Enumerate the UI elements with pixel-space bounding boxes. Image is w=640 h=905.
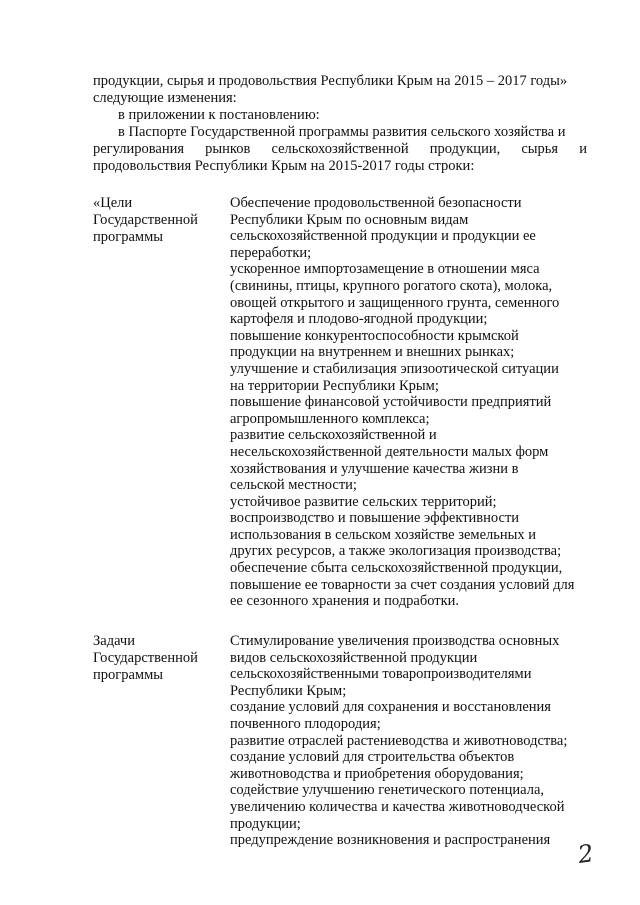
- goals-line: устойчивое развитие сельских территорий;: [230, 493, 497, 510]
- page-number: 2: [576, 839, 596, 869]
- tasks-label-line: программы: [93, 667, 163, 683]
- goals-line: овощей открытого и защищенного грунта, семенного: [230, 294, 560, 311]
- intro-line-3: в приложении к постановлению:: [118, 107, 320, 123]
- tasks-line: развитие отраслей растениеводства и животноводства;: [230, 732, 568, 749]
- goals-label-line: программы: [93, 229, 163, 245]
- tasks-label-line: Государственной: [93, 650, 198, 666]
- goals-line: агропромышленного комплекса;: [230, 410, 430, 427]
- tasks-line: видов сельскохозяйственной продукции: [230, 649, 478, 666]
- intro-line-2: следующие изменения:: [93, 90, 237, 106]
- goals-line: сельскохозяйственной продукции и продукции ее: [230, 228, 536, 245]
- goals-line: других ресурсов, а также экологизация производства;: [230, 543, 562, 560]
- tasks-line: Стимулирование увеличения производства основных: [230, 633, 560, 649]
- goals-line: Обеспечение продовольственной безопасности: [230, 195, 522, 211]
- tasks-line: предупреждение возникновения и распространения: [230, 832, 551, 849]
- goals-label: [93, 195, 225, 246]
- goals-line: обеспечение сбыта сельскохозяйственной продукции,: [230, 560, 563, 577]
- goals-line: развитие сельскохозяйственной и: [230, 427, 437, 444]
- goals-label-line: «Цели: [93, 195, 133, 211]
- tasks-line: почвенного плодородия;: [230, 715, 381, 732]
- goals-line: продукции на внутреннем и внешних рынках;: [230, 344, 515, 361]
- tasks-line: увеличению количества и качества животноводческой: [230, 798, 565, 815]
- tasks-line: животноводства и приобретения оборудования;: [230, 765, 524, 782]
- goals-line: Республики Крым по основным видам: [230, 211, 469, 228]
- intro-line-5: регулирования рынков сельскохозяйственной продукции, сырья и: [93, 141, 587, 157]
- goals-label-line: Государственной: [93, 212, 198, 228]
- goals-text: [230, 195, 582, 610]
- goals-line: улучшение и стабилизация эпизоотической ситуации: [230, 360, 559, 377]
- tasks-label: [93, 633, 225, 684]
- goals-line: (свинины, птицы, крупного рогатого скота), молока,: [230, 277, 553, 294]
- tasks-label-line: Задачи: [93, 633, 135, 649]
- goals-line: переработки;: [230, 244, 312, 261]
- intro-line-1: продукции, сырья и продовольствия Республики Крым на 2015 – 2017 годы»: [93, 73, 568, 89]
- intro-line-4: в Паспорте Государственной программы развития сельского хозяйства и: [118, 124, 566, 140]
- tasks-line: создание условий для строительства объектов: [230, 749, 515, 766]
- tasks-line: содействие улучшению генетического потенциала,: [230, 782, 545, 799]
- tasks-line: продукции;: [230, 815, 301, 832]
- tasks-line: сельскохозяйственными товаропроизводителями: [230, 666, 532, 683]
- goals-line: повышение конкурентоспособности крымской: [230, 327, 519, 344]
- goals-line: хозяйствования и улучшение качества жизни в: [230, 460, 519, 477]
- goals-line: воспроизводство и повышение эффективности: [230, 510, 520, 527]
- goals-line: картофеля и плодово-ягодной продукции;: [230, 311, 488, 328]
- tasks-text: [230, 633, 582, 849]
- intro-line-6: продовольствия Республики Крым на 2015-2017 годы строки:: [93, 158, 475, 174]
- goals-line: использования в сельском хозяйстве земельных и: [230, 526, 537, 543]
- goals-line: сельской местности;: [230, 477, 357, 494]
- tasks-line: Республики Крым;: [230, 682, 347, 699]
- goals-line: ее сезонного хранения и подработки.: [230, 593, 460, 610]
- goals-line: несельскохозяйственной деятельности малых форм: [230, 443, 549, 460]
- goals-line: повышение ее товарности за счет создания условий для: [230, 576, 575, 593]
- goals-line: повышение финансовой устойчивости предприятий: [230, 394, 552, 411]
- intro-text: [93, 73, 587, 175]
- tasks-line: создание условий для сохранения и восстановления: [230, 699, 551, 716]
- goals-line: ускоренное импортозамещение в отношении мяса: [230, 261, 540, 278]
- goals-line: на территории Республики Крым;: [230, 377, 439, 394]
